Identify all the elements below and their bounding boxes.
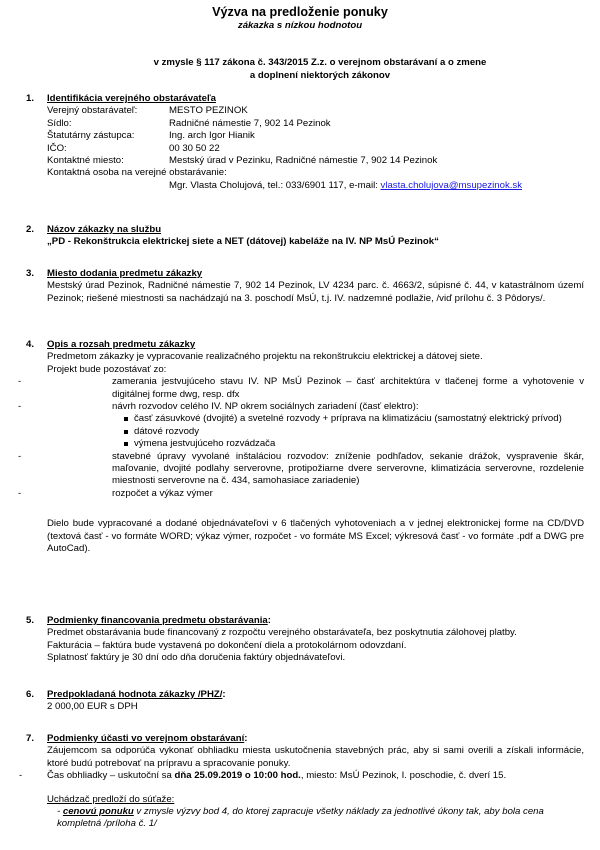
- section-title: Podmienky financovania predmetu obstarávania:: [47, 615, 271, 626]
- legal-basis: [40, 57, 600, 82]
- sub-list: [110, 413, 584, 450]
- estimated-value: 2 000,00 EUR s DPH: [47, 701, 138, 713]
- legal-line-2: a doplnení niektorých zákonov: [249, 69, 391, 81]
- section-title: Identifikácia verejného obstarávateľa: [47, 93, 216, 104]
- document-subtitle: zákazka s nízkou hodnotou: [237, 20, 363, 31]
- section-number: 7.: [26, 733, 35, 744]
- section-number: 2.: [26, 224, 35, 235]
- scope-outro: Dielo bude vypracované a dodané objednávateľovi v 6 tlačených vyhotoveniach a v jednej elektronickej forme na CD/DVD (textová časť - vo formáte WORD; výkaz výmer, rozpočet - vo formáte MS Excel; výkresová časť - vo formáte .pdf a DWG pre AutoCad).: [47, 518, 584, 555]
- list-item: časť zásuvkové (dvojité) a svetelné rozvody + príprava na klimatizáciu (samostatný elektrický prívod): [110, 413, 584, 425]
- section-number: 3.: [26, 268, 35, 279]
- contact-person: Mgr. Vlasta Cholujová, tel.: 033/6901 117, e-mail: vlasta.cholujova@msupezinok.sk: [169, 179, 522, 191]
- list-item: výmena jestvujúceho rozvádzača: [110, 438, 584, 450]
- section-number: 1.: [26, 93, 35, 104]
- submission-label: Uchádzač predloží do súťaže:: [47, 793, 175, 805]
- list-item: dátové rozvody: [110, 426, 584, 438]
- section-title: Podmienky účasti vo verejnom obstarávaní:: [47, 733, 248, 744]
- section-title: Názov zákazky na službu: [47, 224, 162, 235]
- financing-line: Splatnosť faktúry je 30 dní odo dňa doručenia faktúry objednávateľovi.: [47, 652, 346, 664]
- list-item: - zamerania jestvujúceho stavu IV. NP MsÚ Pezinok – časť architektúra v tlačenej forme a vyhotovenie v digitálnej forme dwg, resp. dfx: [0, 376, 584, 401]
- scope-list: [0, 376, 584, 500]
- info-row: Kontaktné miesto: Mestský úrad v Pezinku, Radničné námestie 7, 902 14 Pezinok: [47, 155, 438, 167]
- contact-email-link[interactable]: vlasta.cholujova@msupezinok.sk: [380, 179, 522, 191]
- list-item: - návrh rozvodov celého IV. NP okrem sociálnych zariadení (časť elektro): časť zásuvkové (dvojité) a svetelné rozvody + príprava na klimatizáciu (samostatný elektrický prívod) dátové rozvody výmena jestvujúceho rozvádzača: [0, 401, 584, 451]
- info-row: Štatutárny zástupca: Ing. arch Igor Hianik: [47, 130, 255, 142]
- section-title: Predpokladaná hodnota zákazky /PHZ/:: [47, 689, 226, 700]
- info-row: IČO: 00 30 50 22: [47, 142, 220, 154]
- delivery-place: Mestský úrad Pezinok, Radničné námestie 7, 902 14 Pezinok, LV 4234 parc. č. 4663/2, súpisné č. 44, v katastrálnom území Pezinok; riešené miestnosti sa nachádzajú na 3. poschodí MsÚ, t.j. IV. nadzemné podlažie, /viď prílohu č. 3 Pôdorys/.: [47, 280, 584, 304]
- section-number: 6.: [26, 689, 35, 700]
- section-title: Opis a rozsah predmetu zákazky: [47, 339, 196, 350]
- submission-item: - cenovú ponuku v zmysle výzvy bod 4, do ktorej zapracuje všetky náklady za jednotlivé úkony tak, aby bola cena kompletná /príloha č. 1/: [57, 806, 544, 830]
- info-row: Verejný obstarávateľ: MESTO PEZINOK: [47, 105, 248, 117]
- section-number: 5.: [26, 615, 35, 626]
- participation-text: Záujemcom sa odporúča vykonať obhliadku miesta uskutočnenia stavebných prác, aby si sami overili a získali informácie, ktoré budú potrebovať na prípravu a spracovanie ponuky.: [47, 745, 584, 769]
- document-title: Výzva na predloženie ponuky: [212, 5, 388, 19]
- financing-line: Fakturácia – faktúra bude vystavená po dokončení diela a protokolárnom odovzdaní.: [47, 639, 407, 651]
- contact-label: Kontaktná osoba na verejné obstarávanie:: [47, 167, 227, 179]
- scope-intro-2: Projekt bude pozostávať zo:: [47, 363, 167, 375]
- financing-line: Predmet obstarávania bude financovaný z rozpočtu verejného obstarávateľa, bez poskytnutia zálohovej platby.: [47, 627, 517, 639]
- info-row: Sídlo: Radničné námestie 7, 902 14 Pezinok: [47, 117, 331, 129]
- section-title: Miesto dodania predmetu zákazky: [47, 268, 203, 279]
- list-item: - rozpočet a výkaz výmer: [0, 488, 584, 500]
- site-visit: - Čas obhliadky – uskutoční sa dňa 25.09.2019 o 10:00 hod., miesto: MsÚ Pezinok, I. poschodie, č. dverí 15.: [20, 770, 584, 782]
- list-item: - stavebné úpravy vyvolané inštaláciou rozvodov: zníženie podhľadov, sekanie drážok, vyspravenie škár, maľovanie, dvojité podlahy serverovne, protipožiarne dvere serverovne, klimatizácia serverovne, rozdelenie miestnosti serverovne na č. 434, samohasiace zariadenie): [0, 451, 584, 488]
- legal-line-1: v zmysle § 117 zákona č. 343/2015 Z.z. o verejnom obstarávaní a o zmene: [153, 57, 487, 68]
- section-number: 4.: [26, 339, 35, 350]
- scope-intro: Predmetom zákazky je vypracovanie realizačného projektu na rekonštrukciu elektrickej a dátovej siete.: [47, 351, 483, 363]
- contract-name: „PD - Rekonštrukcia elektrickej siete a NET (dátovej) kabeláže na IV. NP MsÚ Pezinok“: [47, 236, 439, 248]
